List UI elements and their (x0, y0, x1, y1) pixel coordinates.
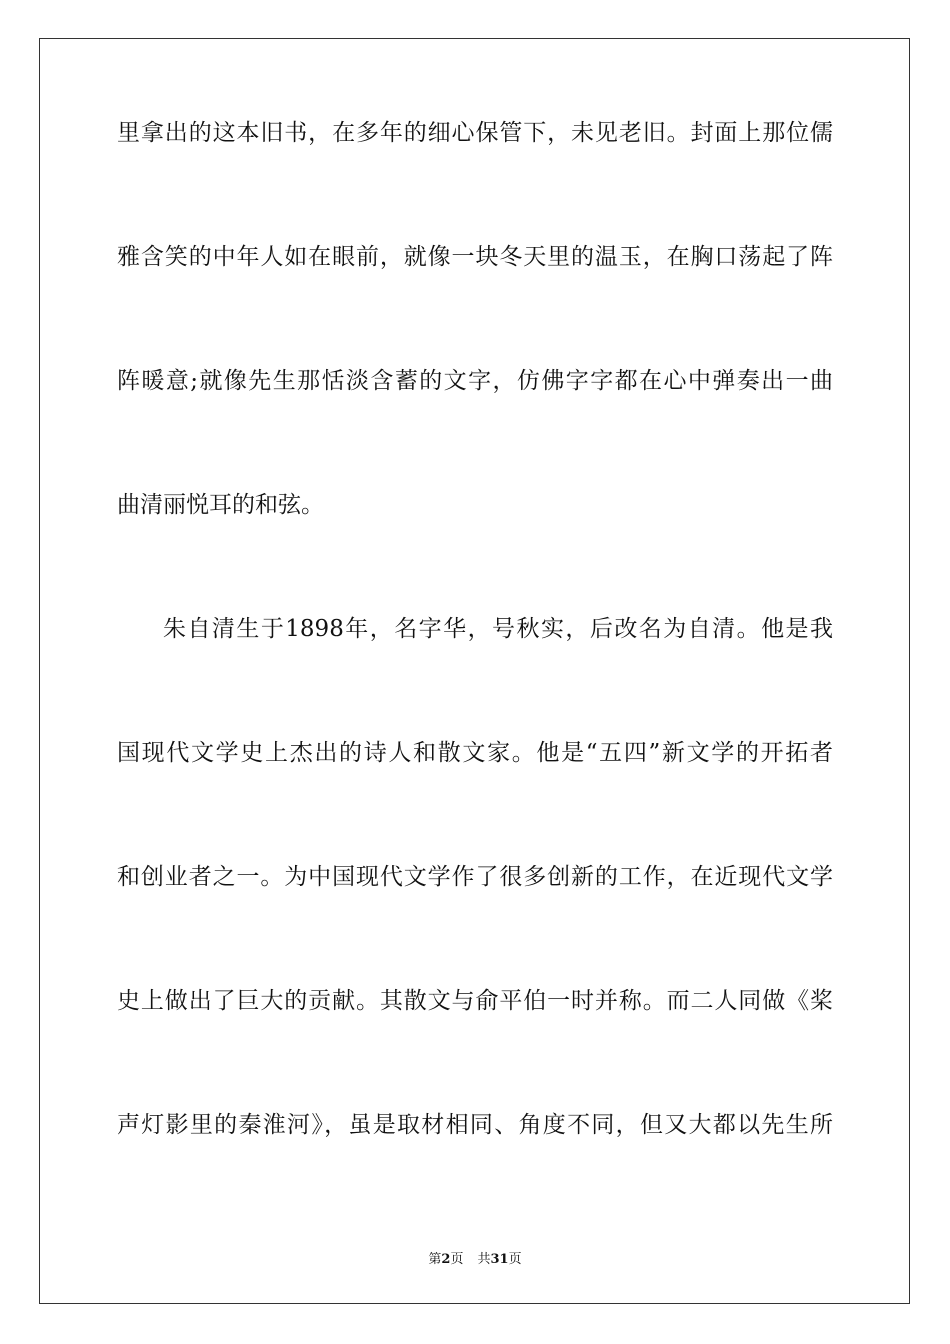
text-line: 声灯影里的秦淮河》，虽是取材相同、角度不同，但又大都以先生所 (117, 1112, 833, 1138)
text-line: 史上做出了巨大的贡献。其散文与俞平伯一时并称。而二人同做《桨 (117, 988, 833, 1014)
page-number: 2 (441, 1252, 451, 1267)
text-line: 和创业者之一。为中国现代文学作了很多创新的工作，在近现代文学 (117, 864, 833, 890)
total-prefix: 共 (477, 1252, 491, 1267)
total-pages: 31 (490, 1252, 509, 1267)
text-line-paragraph-start: 朱自清生于1898年，名字华，号秋实，后改名为自清。他是我 (163, 616, 833, 642)
text-line: 里拿出的这本旧书，在多年的细心保管下，未见老旧。封面上那位儒 (117, 120, 833, 146)
page-prefix: 第 (428, 1252, 442, 1267)
page-suffix: 页 (450, 1252, 464, 1267)
text-line: 雅含笑的中年人如在眼前，就像一块冬天里的温玉，在胸口荡起了阵 (117, 244, 833, 270)
text-line: 曲清丽悦耳的和弦。 (117, 492, 324, 518)
page-footer (0, 1248, 950, 1267)
text-line: 国现代文学史上杰出的诗人和散文家。他是“五四”新文学的开拓者 (117, 740, 833, 766)
document-body (117, 121, 833, 1237)
text-line: 阵暖意;就像先生那恬淡含蓄的文字，仿佛字字都在心中弹奏出一曲 (117, 368, 833, 394)
total-suffix: 页 (508, 1252, 522, 1267)
